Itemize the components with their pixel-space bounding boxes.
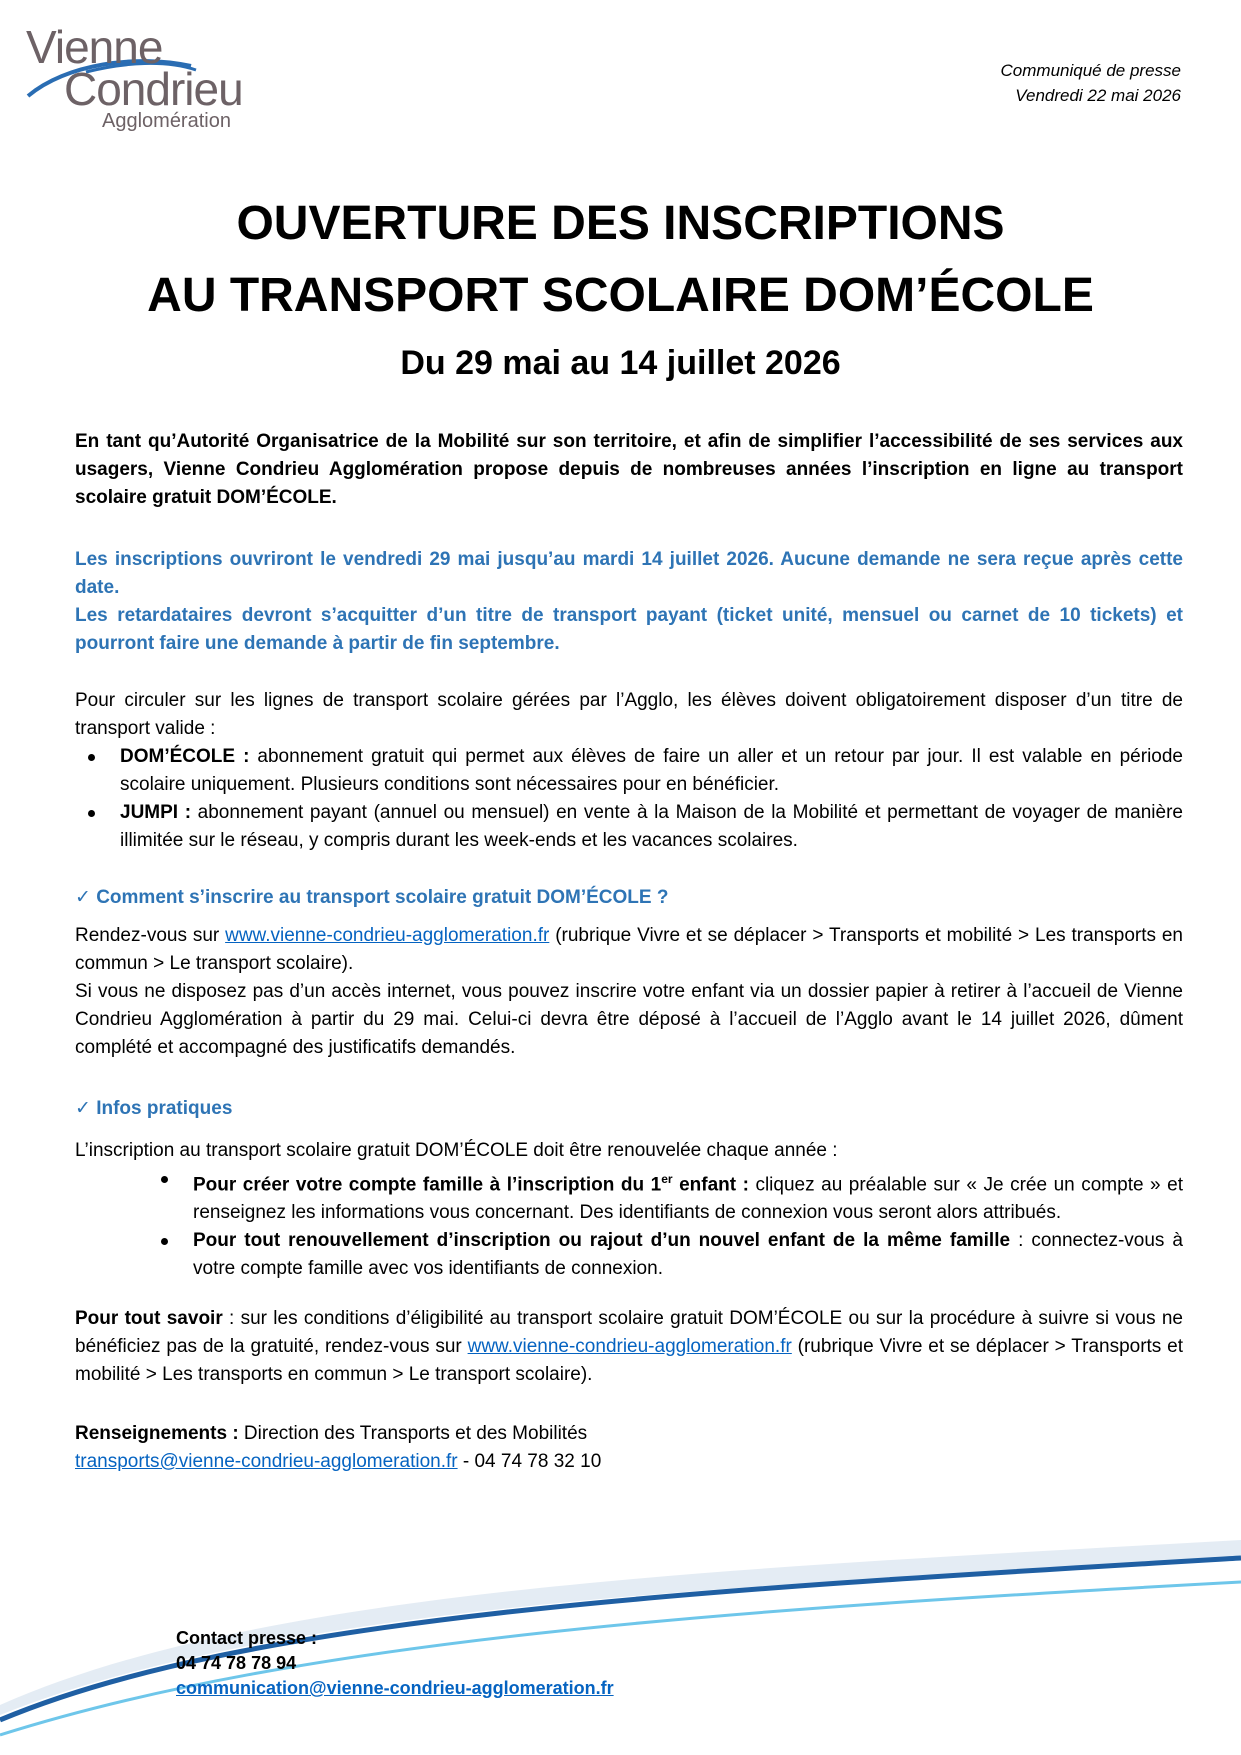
renseignements-phone: - 04 74 78 32 10 <box>457 1451 602 1472</box>
logo-word-vienne: Vienne <box>26 21 163 73</box>
list-item <box>193 1227 1183 1283</box>
infos-item1-bold-end: enfant : <box>672 1174 749 1196</box>
section-infos <box>75 1095 1183 1283</box>
titles-section <box>75 687 1183 855</box>
list-item <box>193 1165 1183 1227</box>
logo-word-condrieu: Condrieu <box>64 63 243 115</box>
website-link[interactable]: www.vienne-condrieu-agglomeration.fr <box>467 1336 792 1357</box>
title-text-domecole: abonnement gratuit qui permet aux élèves de faire un aller et un retour par jour. Il est valable en période scolaire uniquement. Plusieurs conditions sont nécessaires pour en bénéficier. <box>120 746 1183 795</box>
press-kind: Communiqué de presse <box>1000 61 1181 80</box>
bullet-icon <box>161 1238 168 1245</box>
renseignements <box>75 1420 1183 1476</box>
transports-email-link[interactable]: transports@vienne-condrieu-agglomeration.fr <box>75 1451 458 1472</box>
section-how-p2: Si vous ne disposez pas d’un accès internet, vous pouvez inscrire votre enfant via un dossier papier à retirer à l’accueil de Vienne Condrieu Agglomération à partir du 29 mai. Celui-ci devra être déposé à l’accueil de l’Agglo avant le 14 juillet 2026, dûment complété et accompagné des justificatifs demandés. <box>75 981 1183 1058</box>
title-label-domecole: DOM’ÉCOLE : <box>120 746 250 767</box>
bullet-icon <box>88 754 95 761</box>
notice-dates: Les inscriptions ouvriront le vendredi 29 mai jusqu’au mardi 14 juillet 2026. Aucune demande ne sera reçue après cette date. <box>75 549 1183 598</box>
agglo-logo <box>26 21 246 134</box>
list-item <box>120 799 1183 855</box>
section-how-p1-text-end: (rubrique Vivre et se déplacer > Transports et mobilité > Les transports en commun > Le transport scolaire). <box>75 925 1184 974</box>
checkmark-icon: ✓ <box>75 887 91 908</box>
title-block <box>0 188 1241 384</box>
notice-late: Les retardataires devront s’acquitter d’un titre de transport payant (ticket unité, mensuel ou carnet de 10 tickets) et pourront faire une demande à partir de fin septembre. <box>75 605 1183 654</box>
infos-item2-bold: Pour tout renouvellement d’inscription ou rajout d’un nouvel enfant de la même famille <box>193 1230 1011 1252</box>
press-header <box>1001 58 1181 108</box>
infos-item1-sup: er <box>661 1172 673 1186</box>
section-infos-heading <box>75 1095 1183 1123</box>
section-how-title: Comment s’inscrire au transport scolaire gratuit DOM’ÉCOLE ? <box>96 887 669 908</box>
infos-item1-bold: Pour créer votre compte famille à l’inscription du 1 <box>193 1174 662 1196</box>
list-item <box>120 743 1183 799</box>
renseignements-contact <box>75 1448 1183 1476</box>
savoir-label: Pour tout savoir <box>75 1308 223 1329</box>
savoir-text-end: (rubrique Vivre et se déplacer > Transports et mobilité > Les transports en commun > Le transport scolaire). <box>75 1336 1183 1385</box>
press-date: Vendredi 22 mai 2026 <box>1015 86 1181 105</box>
section-how-p1 <box>75 922 1183 978</box>
section-how <box>75 884 1183 1062</box>
title-line-2: AU TRANSPORT SCOLAIRE DOM’ÉCOLE <box>147 269 1094 322</box>
checkmark-icon: ✓ <box>75 1098 91 1119</box>
title-label-jumpi: JUMPI : <box>120 802 192 823</box>
infos-item1-text: cliquez au préalable sur « Je crée un compte » et renseignez les informations vous concernant. Des identifiants de connexion vous seront alors attribués. <box>193 1174 1183 1224</box>
press-contact-label: Contact presse : <box>176 1628 318 1648</box>
savoir-text: : sur les conditions d’éligibilité au transport scolaire gratuit DOM’ÉCOLE ou sur la procédure à suivre si vous ne bénéficiez pas de la gratuité, rendez-vous sur <box>75 1308 1183 1357</box>
notice-block <box>75 546 1183 658</box>
intro-paragraph: En tant qu’Autorité Organisatrice de la Mobilité sur son territoire, et afin de simplifier l’accessibilité de ses services aux usagers, Vienne Condrieu Agglomération propose depuis de nombreuses années l’inscription en ligne au transport scolaire gratuit DOM’ÉCOLE. <box>75 431 1183 508</box>
section-how-heading <box>75 884 1183 912</box>
section-how-p1-text: Rendez-vous sur <box>75 925 226 946</box>
bullet-icon <box>161 1176 168 1183</box>
press-email-link[interactable]: communication@vienne-condrieu-agglomeration.fr <box>176 1678 614 1698</box>
titles-list <box>75 743 1183 855</box>
infos-list <box>75 1165 1183 1283</box>
renseignements-line <box>75 1420 1183 1448</box>
section-infos-title: Infos pratiques <box>96 1098 233 1119</box>
bullet-icon <box>88 810 95 817</box>
press-contact <box>176 1626 614 1701</box>
renseignements-label: Renseignements : <box>75 1423 239 1444</box>
logo-word-agglomeration: Agglomération <box>102 110 231 132</box>
title-text-jumpi: abonnement payant (annuel ou mensuel) en vente à la Maison de la Mobilité et permettant de voyager de manière illimitée sur le réseau, y compris durant les week-ends et les vacances scolaires. <box>120 802 1183 851</box>
renseignements-text: Direction des Transports et des Mobilités <box>238 1423 588 1444</box>
titles-intro: Pour circuler sur les lignes de transport scolaire gérées par l’Agglo, les élèves doivent obligatoirement disposer d’un titre de transport valide : <box>75 690 1183 739</box>
press-contact-phone: 04 74 78 78 94 <box>176 1653 297 1673</box>
title-dates: Du 29 mai au 14 juillet 2026 <box>400 344 841 382</box>
infos-item2-text: : connectez-vous à votre compte famille avec vos identifiants de connexion. <box>193 1230 1183 1280</box>
section-infos-intro: L’inscription au transport scolaire gratuit DOM’ÉCOLE doit être renouvelée chaque année : <box>75 1140 838 1161</box>
website-link[interactable]: www.vienne-condrieu-agglomeration.fr <box>225 925 550 946</box>
title-line-1: OUVERTURE DES INSCRIPTIONS <box>236 197 1005 250</box>
savoir-paragraph <box>75 1305 1183 1389</box>
